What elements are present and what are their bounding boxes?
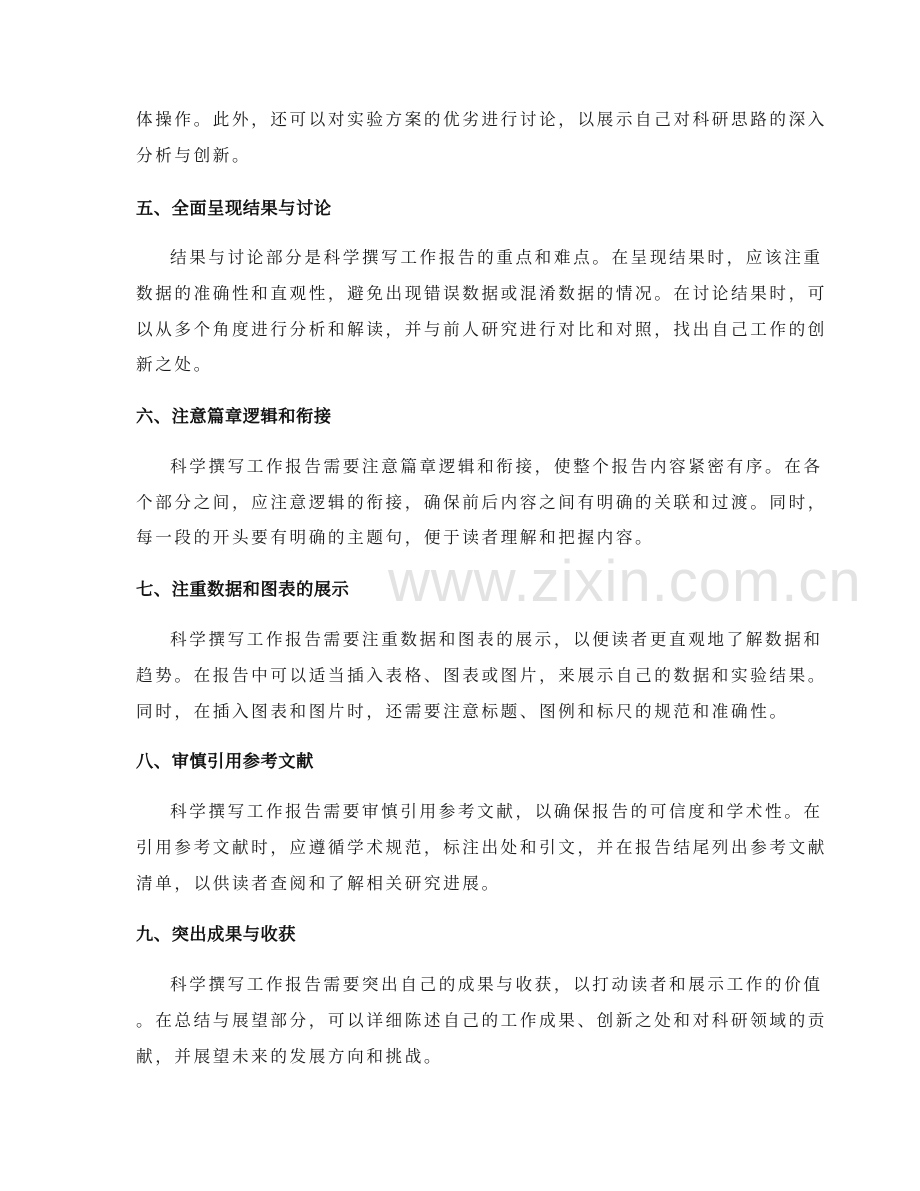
paragraph-line: 科学撰写工作报告需要突出自己的成果与收获，以打动读者和展示工作的价值 <box>170 975 823 994</box>
paragraph-line: 每一段的开头要有明确的主题句，便于读者理解和把握内容。 <box>136 528 655 547</box>
paragraph-line: 以从多个角度进行分析和解读，并与前人研究进行对比和对照，找出自己工作的创 <box>136 320 827 339</box>
section-heading: 八、审慎引用参考文献 <box>136 752 314 772</box>
paragraph-line: 科学撰写工作报告需要注意篇章逻辑和衔接，使整个报告内容紧密有序。在各 <box>170 457 823 476</box>
paragraph-line: 个部分之间，应注意逻辑的衔接，确保前后内容之间有明确的关联和过渡。同时， <box>136 493 827 512</box>
watermark: www.zixin.com.cn <box>388 549 862 614</box>
paragraph-line: 同时，在插入图表和图片时，还需要注意标题、图例和标尺的规范和准确性。 <box>136 702 789 721</box>
section-heading: 七、注重数据和图表的展示 <box>136 580 350 600</box>
paragraph-line: 。在总结与展望部分，可以详细陈述自己的工作成果、创新之处和对科研领域的贡 <box>136 1011 827 1030</box>
section-heading: 五、全面呈现结果与讨论 <box>136 199 332 219</box>
paragraph-line: 引用参考文献时，应遵循学术规范，标注出处和引文，并在报告结尾列出参考文献 <box>136 838 827 857</box>
paragraph-line: 献，并展望未来的发展方向和挑战。 <box>136 1047 444 1066</box>
section-heading: 九、突出成果与收获 <box>136 925 297 945</box>
paragraph-line: 清单，以供读者查阅和了解相关研究进展。 <box>136 874 501 893</box>
paragraph-line: 科学撰写工作报告需要审慎引用参考文献，以确保报告的可信度和学术性。在 <box>170 802 823 821</box>
paragraph-line: 科学撰写工作报告需要注重数据和图表的展示，以便读者更直观地了解数据和 <box>170 630 823 649</box>
paragraph-line: 分析与创新。 <box>136 146 252 165</box>
section-heading: 六、注意篇章逻辑和衔接 <box>136 407 332 427</box>
paragraph-line: 结果与讨论部分是科学撰写工作报告的重点和难点。在呈现结果时，应该注重 <box>170 248 823 267</box>
paragraph-line: 新之处。 <box>136 355 213 374</box>
paragraph-line: 体操作。此外，还可以对实验方案的优劣进行讨论，以展示自己对科研思路的深入 <box>136 110 827 129</box>
paragraph-line: 数据的准确性和直观性，避免出现错误数据或混淆数据的情况。在讨论结果时，可 <box>136 284 827 303</box>
paragraph-line: 趋势。在报告中可以适当插入表格、图表或图片，来展示自己的数据和实验结果。 <box>136 666 827 685</box>
